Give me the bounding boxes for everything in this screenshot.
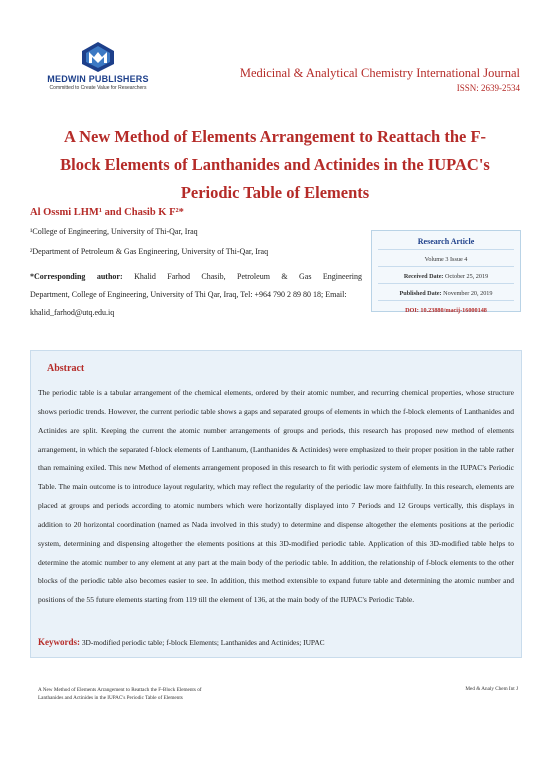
journal-issn: ISSN: 2639-2534 [456,83,520,93]
affiliation-2: ²Department of Petroleum & Gas Engineering, University of Thi-Qar, Iraq [30,247,269,256]
published-label: Published Date: [399,290,442,297]
footer-article-title [38,686,308,702]
doi-link[interactable] [372,307,520,314]
article-info-box [371,230,521,312]
doi-value: 10.23880/macij-16000148 [420,307,487,314]
corr-text-1: Khalid Farhod Chasib, Petroleum & Gas Engineering [134,272,362,281]
article-title [30,123,520,207]
corr-label: *Corresponding author: [30,272,123,281]
published-value: November 20, 2019 [443,290,493,297]
doi-label: DOI: [405,307,419,314]
footer-line: Lanthanides and Actinides in the IUPAC's Periodic Table of Elements [38,695,183,701]
affiliation-1: ¹College of Engineering, University of Thi-Qar, Iraq [30,227,198,236]
publisher-tagline: Committed to Create Value for Researchers [49,85,147,91]
keywords [38,637,325,647]
title-line: Block Elements of Lanthanides and Actinides in the IUPAC's [60,155,490,174]
author-list: Al Ossmi LHM¹ and Chasib K F²* [30,207,184,218]
divider [378,266,514,267]
corr-text-2: Department, College of Engineering, University of Thi Qar, Iraq, Tel: +964 790 2 89 80 18; Email: [30,290,347,299]
abstract-heading: Abstract [47,363,85,374]
footer-line: A New Method of Elements Arrangement to Reattach the F-Block Elements of [38,687,202,693]
received-value: October 25, 2019 [445,273,489,280]
divider [378,249,514,250]
title-line: Periodic Table of Elements [180,183,370,202]
abstract-box [30,350,522,658]
title-line: A New Method of Elements Arrangement to Reattach the F- [63,127,487,146]
divider [378,283,514,284]
abstract-text: The periodic table is a tabular arrangement of the chemical elements, ordered by their atomic number, and recurring chemical properties, whose structure shows periodic trends. However, the current periodic table shows a gaps and separated groups of elements in which the f-block elements of Lanthanides and Actinides are split. Keeping the current the atomic number arrangements of groups and periods, this research has proposed new method of elements arrangement, in which the separated f-block elements of Lanthanum, (Lanthanides & Actinides) were emphasized to their proper position in the table rather than remaining exiled. This new Method of elements arrangement proposed in this research to fit with periodic system of elements in the IUPAC's Periodic Table. The main outcome is to introduce layout regularity, which may reflect the regularity of the periodic law more faithfully. In this research, elements are placed at groups and periods according to atomic numbers which were horizontally displayed into 7 Periods and 12 Groups vertically, this displays in addition to 20 horizontal coordination (named as Nada involved in this study) to determine and dispense altogether the elements positions at the periodic system, determining and dispensing altogether the elements positions at this 3D-modified periodic table. Application of this 3D-modified table helps to determine the atomic number to any element at any part at the main body of the periodic table. In addition, the relationship of f-block elements to the other blocks of the periodic table also becomes easier to see. In addition, this method extensible to expand future table and determining the atomic number and positions of the 55 future elements starting from 119 till the element of 136, at the main body of the IUPAC's Periodic Table. [38,388,514,605]
published-date [372,290,520,297]
journal-title[interactable]: Medicinal & Analytical Chemistry International Journal [239,66,520,80]
received-date [372,273,520,280]
keywords-label: Keywords: [38,637,80,647]
footer-journal-abbrev: Med & Analy Chem Int J [465,686,518,692]
publisher-logo[interactable] [38,42,158,91]
page-header [0,0,550,100]
corr-email-link[interactable]: khalid_farhod@utq.edu.iq [30,308,115,317]
medwin-logo-icon [81,42,115,72]
keywords-list: 3D-modified periodic table; f-block Elements; Lanthanides and Actinides; IUPAC [81,638,325,647]
received-label: Received Date: [403,273,444,280]
journal-info [240,66,520,93]
corr-first-line [30,268,362,286]
divider [378,300,514,301]
article-type: Research Article [417,237,475,246]
publisher-name: MEDWIN PUBLISHERS [47,74,149,84]
volume-issue: Volume 3 Issue 4 [424,256,468,263]
